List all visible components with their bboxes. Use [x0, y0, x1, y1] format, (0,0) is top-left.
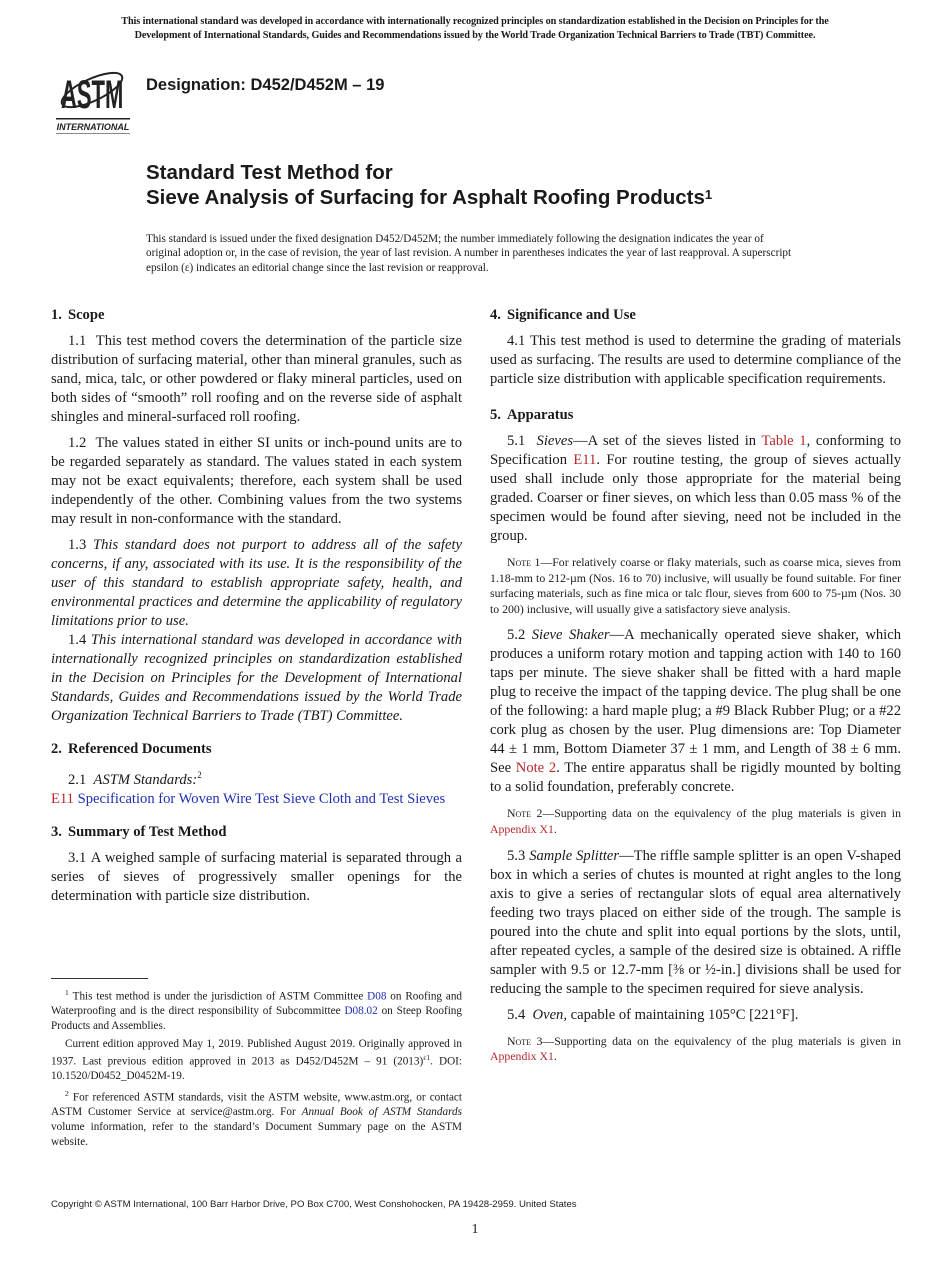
section-heading-significance: 4. Significance and Use — [490, 307, 636, 323]
paragraph-5-1: 5.1 Sieves—A set of the sieves listed in Table 1, conforming to Specification E11. For routine testing, the group of sieves actually used shall include only those appropriate for the material being graded. Coarser or finer sieves, on which less than 0.05 mass % of the specimen would be found after sieving, need not be included in the group. — [490, 433, 901, 544]
paragraph-5-4: 5.4 Oven, capable of maintaining 105°C [221°F]. — [507, 1006, 799, 1023]
appendix-x1-link[interactable]: Appendix X1 — [490, 821, 554, 836]
right-column — [490, 306, 901, 1074]
footnote-divider — [51, 978, 148, 979]
footnotes — [51, 986, 462, 1152]
astm-logo-icon — [52, 56, 134, 136]
paragraph-4-1: 4.1 This test method is used to determine the grading of materials used as surfacing. The results are used to determine compliance of the particle size distribution with applicable specification requirements. — [490, 333, 901, 387]
paragraph-1-1: 1.1 This test method covers the determination of the particle size distribution of surfacing material, other than mineral granules, such as sand, mica, talc, or other powdered or flaky mineral particles, used on both sides of “smooth” roll roofing and on the reverse side of asphalt shingles and mineral-surfaced roll roofing. — [51, 333, 463, 425]
astm-logo — [52, 56, 134, 136]
designation: Designation: D452/D452M – 19 — [146, 76, 385, 94]
section-heading-scope: 1. Scope — [51, 307, 105, 323]
page-title — [146, 160, 712, 210]
section-heading-apparatus: 5. Apparatus — [490, 407, 574, 423]
paragraph-1-3: 1.3 This standard does not purport to address all of the safety concerns, if any, associated with its use. It is the responsibility of the user of this standard to establish appropriate safety, health, and environmental practices and determine the applicability of regulatory limitations prior to use. — [51, 537, 462, 629]
section-heading-summary: 3. Summary of Test Method — [51, 823, 227, 840]
committee-d08-link[interactable]: D08 — [367, 990, 387, 1003]
title-line2: Sieve Analysis of Surfacing for Asphalt Roofing Products$^1$ — [146, 186, 713, 209]
top-notice-line2: Development of International Standards, Guides and Recommendations issued by the World Trade Organization Technical Barriers to Trade (TBT) Committee. — [134, 30, 816, 41]
e11-link[interactable]: E11 — [573, 452, 597, 468]
reference-e11-code-link[interactable]: E11 — [51, 790, 74, 807]
paragraph-5-3: 5.3 Sample Splitter—The riffle sample splitter is an open V-shaped box in which a series of chutes is mounted at right angles to the long axis to give a series of rectangular slots of equal area alternatively feeding two trays placed on either side of the trough. The sample is poured into the chute and split into equal portions by the slots, until, after repeated cycles, a sample of the desired size is obtained. A riffle sampler with 9.5 or 12.7-mm [⅜ or ½-in.] divisions shall be used for reducing the sample to the specimen required for sieve analysis. — [490, 847, 901, 997]
issue-note: This standard is issued under the fixed designation D452/D452M; the number immediately following the designation indicates the year of original adoption or, in the case of revision, the year of last revision. A number in parentheses indicates the year of last reapproval. A superscript epsilon (ε) indicates an editorial change since the last revision or reapproval. — [146, 233, 792, 274]
paragraph-3-1: 3.1 A weighed sample of surfacing material is separated through a series of sieves of progressively smaller openings for the determination with particle size distribution. — [51, 849, 462, 904]
note-3: Note 3—Supporting data on the equivalency of the plug materials is given in Appendix X1. — [490, 1033, 901, 1064]
paragraph-1-2: 1.2 The values stated in either SI units or inch-pound units are to be regarded separately as standard. The values stated in each system may not be exact equivalents; therefore, each system shall be used independently of the other. Combining values from the two systems may result in non-conformance with the standard. — [51, 435, 463, 527]
note-2: Note 2—Supporting data on the equivalency of the plug materials is given in Appendix X1. — [490, 806, 901, 836]
paragraph-5-2: 5.2 Sieve Shaker—A mechanically operated sieve shaker, which produces a uniform rotary motion and tapping action with 140 to 160 taps per minute. The sieve shaker shall be fitted with a hard maple plug to receive the impact of the tapping device. The plug shall be one of the following: a hard maple plug; a #9 Black Rubber Plug; or a #22 cork plug as chosen by the user. Plug dimensions are: Top Diameter 44 ± 1 mm, Bottom Diameter 37 ± 1 mm, and Length of 38 ± 6 mm. See Note 2. The entire apparatus shall be rigidly mounted by bolting to a solid foundation, preferably concrete. — [490, 627, 901, 796]
footnote-2: $^2$ For referenced ASTM standards, visit the ASTM website, www.astm.org, or contact ASTM Customer Service at service@astm.org. For Annual Book of ASTM Standards volume information, refer to the standard’s Document Summary page on the ASTM website. — [51, 1089, 462, 1148]
footnote-1-edition: Current edition approved May 1, 2019. Published August 2019. Originally approved in 1937. Last previous edition approved in 2013 as D452/D452M – 91 $(2013)^{\varepsilon 1}$. DOI: 10.1520/D0452_D0452M-19. — [51, 1037, 462, 1083]
copyright-notice: Copyright © ASTM International, 100 Barr Harbor Drive, PO Box C700, West Conshohocken, PA 19428-2959. United States — [51, 1199, 577, 1210]
left-column — [51, 306, 462, 913]
page-number: 1 — [471, 1222, 479, 1237]
paragraph-1-4: 1.4 This international standard was developed in accordance with internationally recognized principles on standardization established in the Decision on Principles for the Development of International Standards, Guides and Recommendations issued by the World Trade Organization Technical Barriers to Trade (TBT) Committee. — [51, 632, 463, 724]
reference-e11-title-link[interactable]: Specification for Woven Wire Test Sieve Cloth and Test Sieves — [77, 790, 446, 807]
title-line1: Standard Test Method for — [146, 161, 393, 184]
note-2-link[interactable]: Note 2 — [515, 760, 557, 777]
title-footnote-mark[interactable]: 1 — [704, 187, 713, 202]
reference-e11 — [51, 790, 462, 809]
top-notice — [0, 15, 950, 43]
appendix-x1-link-2[interactable]: Appendix X1 — [490, 1049, 554, 1064]
section-heading-referenced-documents: 2. Referenced Documents — [51, 741, 212, 757]
table-1-link[interactable]: Table 1 — [761, 433, 807, 449]
top-notice-line1: This international standard was developed in accordance with internationally recognized principles on standardization established in the Decision on Principles for the — [121, 16, 829, 27]
subcommittee-d08-02-link[interactable]: D08.02 — [344, 1005, 378, 1018]
footnote-1: $^1$ This test method is under the jurisdiction of ASTM Committee D08 on Roofing and Waterproofing and is the direct responsibility of Subcommittee D08.02 on Steep Roofing Products and Assemblies. — [51, 988, 463, 1032]
paragraph-2-1: 2.1 ASTM Standards:$^2$ — [68, 770, 202, 788]
note-1: Note 1—For relatively coarse or flaky materials, such as coarse mica, sieves from 1.18-mm to 212-µm (Nos. 16 to 70) inclusive, will usually be found suitable. For finer surfacing materials, such as fine mica or talc flour, sieves from 600 to 75-µm (Nos. 30 to 200) inclusive, will usually give a satisfactory sieve analysis. — [490, 555, 901, 616]
svg-text:INTERNATIONAL: INTERNATIONAL — [56, 122, 130, 132]
svg-text:ASTM: ASTM — [60, 72, 124, 117]
